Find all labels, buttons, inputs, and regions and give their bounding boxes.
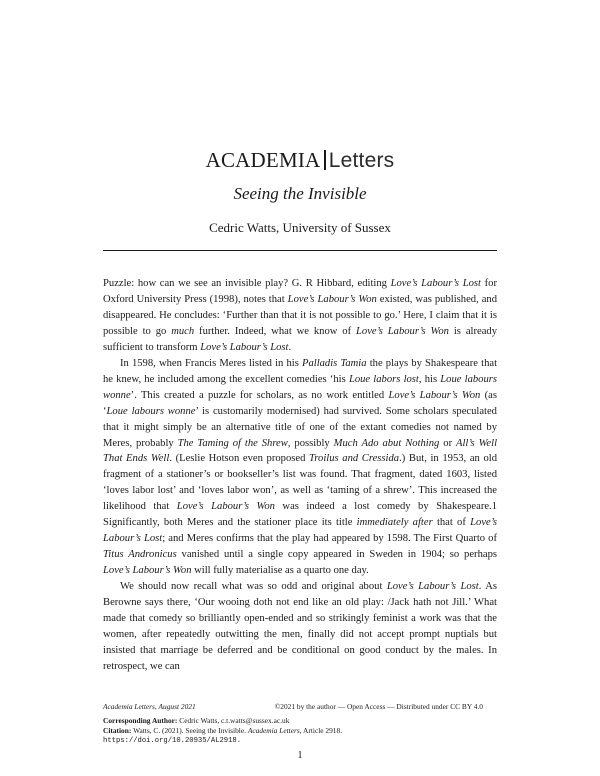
- page-footer: [103, 702, 497, 746]
- italic-text: All’s Well That Ends Well: [103, 437, 498, 465]
- text-run: Puzzle: how can we see an invisible play? G. R Hibbard, editing: [103, 278, 391, 289]
- italic-text: Much Ado abut Nothing: [333, 437, 440, 449]
- corresponding-author: [103, 716, 497, 726]
- text-run: vanished until a single copy appeared in Sweden in 1904; so perhaps: [176, 549, 497, 561]
- italic-text: Love’s Labour’s Lost: [386, 581, 479, 593]
- italic-text: Love’s Labour’s Won: [176, 501, 275, 513]
- footer-journal: Academia Letters, August 2021: [103, 702, 196, 711]
- paragraph: [103, 579, 497, 675]
- italic-text: Loue labours wonne: [103, 373, 498, 401]
- text-run: further. Indeed, what we know of: [194, 325, 357, 337]
- doi-link[interactable]: https://doi.org/10.20935/AL2918.: [103, 737, 242, 745]
- text-run: ’. This created a puzzle for scholars, as no work entitled: [130, 389, 389, 401]
- text-run: ; and Meres confirms that the play had appeared by 1598. The First Quarto of: [162, 533, 497, 545]
- italic-text: The Taming of the Shrew: [177, 437, 288, 449]
- article-title: Seeing the Invisible: [233, 184, 367, 203]
- citation-text: Watts, C. (2021). Seeing the Invisible.: [133, 726, 248, 735]
- italic-text: Loue labors lost: [348, 373, 419, 385]
- citation-label: Citation:: [103, 726, 132, 735]
- journal-section: Letters: [328, 149, 395, 172]
- text-run: is already sufficient to transform: [103, 325, 497, 353]
- text-run: (as ‘: [103, 389, 497, 417]
- italic-text: Love’s Labour’s Lost: [200, 341, 289, 353]
- journal-masthead: [0, 147, 600, 174]
- text-run: , possibly: [287, 437, 334, 449]
- text-run: the plays by Shakespeare that he knew, he included among the excellent comedies ‘his: [103, 357, 498, 385]
- citation-journal: Academia Letters: [247, 726, 300, 735]
- masthead-divider: [324, 150, 325, 170]
- text-run: that of: [432, 517, 471, 529]
- citation: [103, 726, 497, 736]
- text-run: existed, was published, and disappeared. He concludes: ‘Further than that it is not possible to go.’ Here, I claim that it is possible to go: [103, 293, 497, 337]
- citation-article: , Article 2918.: [299, 726, 343, 735]
- page-number: 1: [297, 750, 303, 761]
- text-run: for Oxford University Press (1998), notes that: [103, 278, 497, 305]
- corresponding-author-value[interactable]: Cedric Watts, c.t.watts@sussex.ac.uk: [179, 716, 290, 725]
- italic-text: Love’s Labour’s Won: [388, 389, 481, 401]
- italic-text: Love’s Labour’s Won: [356, 325, 449, 337]
- italic-text: Love’s Labour’s Won: [287, 293, 377, 305]
- text-run: , his: [418, 373, 441, 385]
- footer-license: ©2021 by the author — Open Access — Distributed under CC BY 4.0: [274, 702, 483, 711]
- text-run: .) But, in 1953, an old fragment of a stationer’s or bookseller’s list was found. That fragment, dated 1603, listed ‘loves labor lost’ and ‘loves labor won’, as well as ‘taming of a shrew’. This increased the likelihood that: [103, 453, 497, 513]
- italic-text: Palladis Tamia: [301, 357, 367, 369]
- italic-text: Love’s Labour’s Lost: [103, 517, 498, 545]
- text-run: In 1598, when Francis Meres listed in his: [120, 357, 302, 369]
- italic-text: Love’s Labour’s Won: [103, 565, 192, 577]
- article-body: [103, 276, 497, 675]
- italic-text: Loue labours wonne: [106, 405, 196, 417]
- italic-text: Troilus and Cressida: [309, 453, 400, 465]
- header-rule: [103, 250, 497, 251]
- italic-text: Titus Andronicus: [103, 549, 177, 561]
- text-run: . As Berowne says there, ‘Our wooing doth not end like an old play: /Jack hath not Jill.’ What made that comedy so brilliantly open-ended and so strikingly feminist a work was that the women, after repeatedly outwitting the men, finally did not accept prompt nuptials but insisted that marriage be deferred and be conditional on good conduct by the males. In retrospect, we can: [103, 581, 497, 672]
- text-run: .: [288, 341, 292, 353]
- paragraph: [103, 276, 497, 356]
- text-run: will fully materialise as a quarto one day.: [191, 565, 369, 577]
- text-run: We should now recall what was so odd and original about: [120, 581, 387, 593]
- journal-brand: ACADEMIA: [205, 148, 321, 172]
- article-author: Cedric Watts, University of Sussex: [209, 220, 391, 235]
- italic-text: immediately after: [356, 517, 433, 529]
- text-run: . (Leslie Hotson even proposed: [169, 453, 309, 465]
- italic-text: much: [171, 325, 195, 337]
- italic-text: Love’s Labour’s Lost: [390, 278, 481, 289]
- text-run: ’ is customarily modernised) had survived. Some scholars speculated that it might simply be an alternative title of one of the extant comedies not named by Meres, probably: [103, 405, 497, 449]
- text-run: or: [439, 437, 457, 449]
- paragraph: [103, 356, 497, 579]
- corresponding-author-label: Corresponding Author:: [103, 716, 178, 725]
- text-run: was indeed a lost comedy by Shakespeare.1 Significantly, both Meres and the stationer place its title: [103, 501, 497, 529]
